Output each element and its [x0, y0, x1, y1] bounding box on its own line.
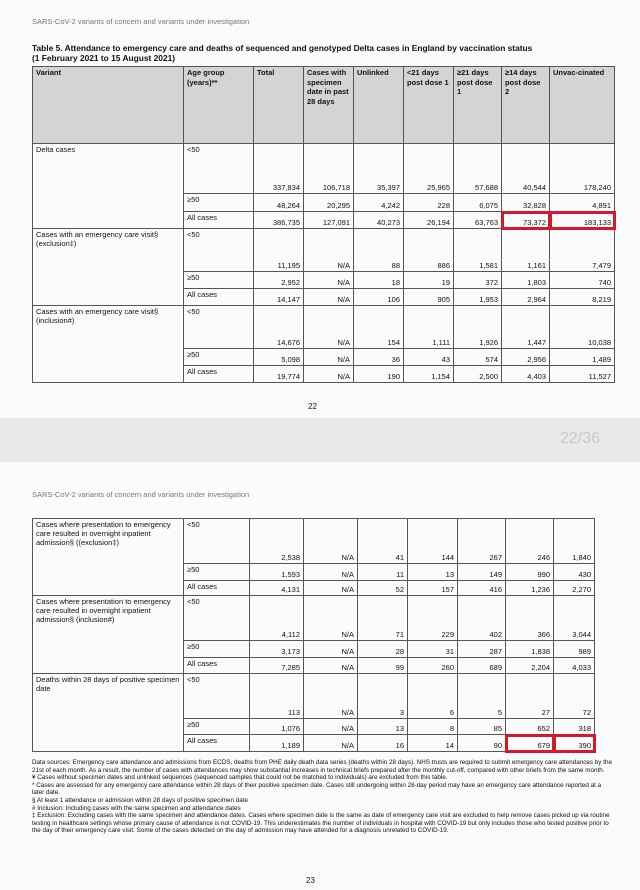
table-row: [33, 144, 615, 194]
value-cell: N/A: [304, 641, 358, 658]
value-cell: 4,131: [250, 581, 304, 596]
age-group-cell: <50: [184, 144, 254, 194]
value-cell: 228: [404, 194, 454, 212]
age-group-cell: All cases: [184, 581, 250, 596]
footnote: # Inclusion: Including cases with the same specimen and attendance dates: [32, 804, 241, 812]
highlighted-value-cell: 73,372: [502, 212, 550, 229]
value-cell: 11,195: [254, 229, 304, 272]
value-cell: 990: [506, 564, 554, 581]
age-group-cell: ≥50: [184, 349, 254, 366]
value-cell: 318: [554, 719, 595, 735]
value-cell: 2,500: [454, 366, 502, 383]
table-row: [33, 229, 615, 272]
value-cell: 3,173: [250, 641, 304, 658]
table-row: [33, 519, 595, 564]
value-cell: 246: [506, 519, 554, 564]
age-group-cell: <50: [184, 229, 254, 272]
value-cell: 36: [354, 349, 404, 366]
value-cell: 337,834: [254, 144, 304, 194]
value-cell: 28: [358, 641, 408, 658]
value-cell: 430: [554, 564, 595, 581]
value-cell: 652: [506, 719, 554, 735]
value-cell: 2,964: [502, 289, 550, 306]
value-cell: 905: [404, 289, 454, 306]
age-group-cell: ≥50: [184, 272, 254, 289]
value-cell: 8,219: [550, 289, 615, 306]
value-cell: 106: [354, 289, 404, 306]
value-cell: N/A: [304, 564, 358, 581]
value-cell: 1,076: [250, 719, 304, 735]
value-cell: 1,926: [454, 306, 502, 349]
value-cell: 6,075: [454, 194, 502, 212]
value-cell: 402: [458, 596, 506, 641]
value-cell: 157: [408, 581, 458, 596]
value-cell: N/A: [304, 674, 358, 719]
value-cell: 10,038: [550, 306, 615, 349]
value-cell: 3,044: [554, 596, 595, 641]
value-cell: 178,240: [550, 144, 615, 194]
value-cell: 40,273: [354, 212, 404, 229]
value-cell: 1,581: [454, 229, 502, 272]
value-cell: 689: [458, 658, 506, 674]
value-cell: N/A: [304, 272, 354, 289]
row-group-label: Cases where presentation to emergency care resulted in overnight inpatient admission§ ((exclusion‡): [33, 519, 184, 596]
footnote: * Cases are assessed for any emergency care attendance within 28 days of their positive specimen date. Cases still undergoing within 28-day period may have an emergency care attendance reported at a later date.: [32, 781, 602, 797]
value-cell: 85: [458, 719, 506, 735]
row-group-label: Delta cases: [33, 144, 184, 229]
value-cell: 1,154: [404, 366, 454, 383]
header-variant: Variant: [33, 67, 184, 144]
age-group-cell: All cases: [184, 289, 254, 306]
value-cell: 386,735: [254, 212, 304, 229]
age-group-cell: ≥50: [184, 564, 250, 581]
row-group-label: Cases with an emergency care visit§ (inclusion#): [33, 306, 184, 383]
value-cell: 57,688: [454, 144, 502, 194]
age-group-cell: ≥50: [184, 641, 250, 658]
value-cell: 90: [458, 735, 506, 752]
value-cell: 1,161: [502, 229, 550, 272]
value-cell: 1,111: [404, 306, 454, 349]
value-cell: N/A: [304, 349, 354, 366]
value-cell: 8: [408, 719, 458, 735]
document-page-22: [0, 0, 640, 418]
value-cell: 190: [354, 366, 404, 383]
header-ge14-dose2: ≥14 days post dose 2: [502, 67, 550, 144]
age-group-cell: ≥50: [184, 719, 250, 735]
document-page-23: [0, 462, 640, 890]
value-cell: 27: [506, 674, 554, 719]
footnote: ‡ Exclusion: Excluding cases with the same specimen and attendance dates. Cases where specimen date is the same as date of emergency care visit are excluded to help remove cases picked up via routine testing in healthcare settings whose primary cause of attendance is not COVID-19. This underestimates the number of individuals in hospital with COVID-19 but only includes those who tested positive prior to the day of their emergency care visit. Some of the cases detected on the day of admission may have attended for a diagnosis unrelated to COVID-19.: [32, 812, 610, 835]
value-cell: 144: [408, 519, 458, 564]
value-cell: 287: [458, 641, 506, 658]
value-cell: 267: [458, 519, 506, 564]
value-cell: 63,763: [454, 212, 502, 229]
value-cell: 4,403: [502, 366, 550, 383]
value-cell: 229: [408, 596, 458, 641]
page-indicator: 22/36: [560, 430, 601, 447]
value-cell: 2,270: [554, 581, 595, 596]
value-cell: 18: [354, 272, 404, 289]
value-cell: 4,242: [354, 194, 404, 212]
highlighted-value-cell: 183,133: [550, 212, 615, 229]
value-cell: 16: [358, 735, 408, 752]
value-cell: 2,956: [502, 349, 550, 366]
value-cell: 7,479: [550, 229, 615, 272]
row-group-label: Cases with an emergency care visit§ (exclusion‡): [33, 229, 184, 306]
delta-cases-table: [32, 66, 615, 383]
value-cell: 886: [404, 229, 454, 272]
age-group-cell: <50: [184, 519, 250, 564]
value-cell: 71: [358, 596, 408, 641]
value-cell: 4,112: [250, 596, 304, 641]
value-cell: 35,397: [354, 144, 404, 194]
value-cell: 19: [404, 272, 454, 289]
value-cell: 1,803: [502, 272, 550, 289]
value-cell: 11: [358, 564, 408, 581]
value-cell: 154: [354, 306, 404, 349]
age-group-cell: ≥50: [184, 194, 254, 212]
value-cell: 14,147: [254, 289, 304, 306]
value-cell: N/A: [304, 735, 358, 752]
age-group-cell: All cases: [184, 658, 250, 674]
value-cell: 14,676: [254, 306, 304, 349]
header-age-group: Age group (years)**: [184, 67, 254, 144]
value-cell: 1,447: [502, 306, 550, 349]
header-ge21-dose1: ≥21 days post dose 1: [454, 67, 502, 144]
value-cell: N/A: [304, 596, 358, 641]
value-cell: 52: [358, 581, 408, 596]
value-cell: 366: [506, 596, 554, 641]
value-cell: N/A: [304, 519, 358, 564]
table-header-row: [33, 67, 615, 144]
value-cell: 99: [358, 658, 408, 674]
value-cell: 13: [408, 564, 458, 581]
age-group-cell: <50: [184, 306, 254, 349]
page-number: 22: [308, 402, 317, 411]
value-cell: 1,953: [454, 289, 502, 306]
footnote: Data sources: Emergency care attendance and admissions from ECDS, deaths from PHE daily death data series (deaths within 28 days). NHS trusts are required to submit emergency care attendances by the 21st of each month. As a result, the number of cases with attendances may show substantial increases in technical briefs prepared after the monthly cut-off, compared with other briefs from the same month.: [32, 759, 612, 774]
age-group-cell: <50: [184, 674, 250, 719]
age-group-cell: All cases: [184, 735, 250, 752]
value-cell: 989: [554, 641, 595, 658]
value-cell: 574: [454, 349, 502, 366]
page-number: 23: [306, 876, 315, 885]
value-cell: N/A: [304, 229, 354, 272]
value-cell: 11,527: [550, 366, 615, 383]
value-cell: N/A: [304, 581, 358, 596]
value-cell: 2,538: [250, 519, 304, 564]
table-footnotes: [32, 759, 612, 835]
value-cell: 740: [550, 272, 615, 289]
table-row: [33, 596, 595, 641]
value-cell: N/A: [304, 366, 354, 383]
value-cell: 1,838: [506, 641, 554, 658]
value-cell: 7,285: [250, 658, 304, 674]
value-cell: 1,489: [550, 349, 615, 366]
highlighted-value-cell: 390: [554, 735, 595, 752]
running-header: SARS-CoV-2 variants of concern and variants under investigation: [32, 17, 250, 26]
value-cell: 40,544: [502, 144, 550, 194]
header-unlinked: Unlinked: [354, 67, 404, 144]
value-cell: 4,891: [550, 194, 615, 212]
value-cell: 1,236: [506, 581, 554, 596]
value-cell: 416: [458, 581, 506, 596]
value-cell: 32,828: [502, 194, 550, 212]
row-group-label: Cases where presentation to emergency care resulted in overnight inpatient admission§ (inclusion#): [33, 596, 184, 674]
value-cell: 372: [454, 272, 502, 289]
value-cell: 88: [354, 229, 404, 272]
row-group-label: Deaths within 28 days of positive specimen date: [33, 674, 184, 752]
value-cell: 149: [458, 564, 506, 581]
value-cell: 72: [554, 674, 595, 719]
value-cell: 1,593: [250, 564, 304, 581]
value-cell: 19,774: [254, 366, 304, 383]
admissions-deaths-table: [32, 518, 595, 752]
header-lt21-dose1: <21 days post dose 1: [404, 67, 454, 144]
value-cell: 13: [358, 719, 408, 735]
value-cell: 25,965: [404, 144, 454, 194]
header-cases-28-days: Cases with specimen date in past 28 days: [304, 67, 354, 144]
value-cell: 113: [250, 674, 304, 719]
value-cell: N/A: [304, 658, 358, 674]
age-group-cell: <50: [184, 596, 250, 641]
value-cell: 5,098: [254, 349, 304, 366]
value-cell: 260: [408, 658, 458, 674]
value-cell: 2,952: [254, 272, 304, 289]
header-unvaccinated: Unvac-cinated: [550, 67, 615, 144]
table-row: [33, 674, 595, 719]
table-title: Table 5. Attendance to emergency care and deaths of sequenced and genotyped Delta cases in England by vaccination status (1 February 2021 to 15 August 2021): [32, 43, 533, 63]
value-cell: 5: [458, 674, 506, 719]
value-cell: 43: [404, 349, 454, 366]
age-group-cell: All cases: [184, 366, 254, 383]
value-cell: 2,204: [506, 658, 554, 674]
value-cell: 3: [358, 674, 408, 719]
footnote: § At least 1 attendance or admission within 28 days of positive specimen date: [32, 796, 248, 804]
running-header: SARS-CoV-2 variants of concern and variants under investigation: [32, 490, 250, 499]
value-cell: 1,189: [250, 735, 304, 752]
value-cell: N/A: [304, 719, 358, 735]
value-cell: 127,091: [304, 212, 354, 229]
footnote: ¥ Cases without specimen dates and unlinked sequences (sequenced samples that could not be matched to individuals) are excluded from this table.: [32, 774, 448, 782]
value-cell: 4,033: [554, 658, 595, 674]
value-cell: 48,264: [254, 194, 304, 212]
header-total: Total: [254, 67, 304, 144]
value-cell: 31: [408, 641, 458, 658]
highlighted-value-cell: 679: [506, 735, 554, 752]
table-row: [33, 306, 615, 349]
value-cell: 6: [408, 674, 458, 719]
value-cell: N/A: [304, 306, 354, 349]
value-cell: 106,718: [304, 144, 354, 194]
value-cell: N/A: [304, 289, 354, 306]
age-group-cell: All cases: [184, 212, 254, 229]
value-cell: 41: [358, 519, 408, 564]
value-cell: 1,840: [554, 519, 595, 564]
value-cell: 20,295: [304, 194, 354, 212]
value-cell: 14: [408, 735, 458, 752]
value-cell: 26,194: [404, 212, 454, 229]
